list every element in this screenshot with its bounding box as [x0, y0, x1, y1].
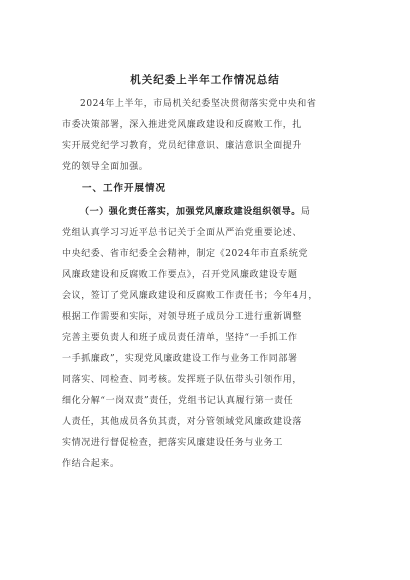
intro-line: 党的领导全面加强。: [62, 162, 149, 172]
body-line: 作结合起来。: [62, 459, 120, 469]
body-line: 党组认真学习习近平总书记关于全面从严治党重要论述、: [62, 228, 303, 238]
intro-line: 实开展党纪学习教育，党员纪律意识、廉洁意识全面提升: [62, 141, 303, 151]
body-line: 细化分解“一岗双责”责任，党组书记认真履行第一责任: [62, 396, 294, 406]
subsection-paragraph: [62, 202, 354, 475]
subsection-first-line-rest: 局: [300, 207, 311, 217]
body-line: 同落实、同检查、同考核。发挥班子队伍带头引领作用，: [62, 375, 303, 385]
intro-paragraph: [62, 94, 354, 178]
body-line: 人责任，其他成员各负其责，对分管领域党风廉政建设落: [62, 417, 303, 427]
body-line: 中央纪委、省市纪委全会精神，制定《2024年市直系统党: [62, 249, 309, 259]
body-line: 实情况进行督促检查，把落实风廉建设任务与业务工: [62, 438, 283, 448]
body-line: 会议，签订了党风廉政建设和反腐败工作责任书；今年4月，: [62, 291, 318, 301]
body-line: 风廉政建设和反腐败工作要点》，召开党风廉政建设专题: [62, 270, 298, 280]
body-line: 根据工作需要和实际，对领导班子成员分工进行重新调整: [62, 312, 303, 322]
section-heading: 一、工作开展情况: [82, 183, 167, 194]
subsection-first-line: [62, 202, 354, 223]
subsection-heading: （一）强化责任落实，加强党风廉政建设组织领导。: [80, 207, 301, 217]
intro-line: 2024年上半年，市局机关纪委坚决贯彻落实党中央和省: [80, 99, 317, 109]
body-line: 完善主要负责人和班子成员责任清单，坚持“一手抓工作: [62, 333, 298, 343]
document-title: 机关纪委上半年工作情况总结: [130, 74, 280, 86]
body-line: 一手抓廉政”，实现党风廉政建设工作与业务工作同部署: [62, 354, 298, 364]
intro-line: 市委决策部署，深入推进党风廉政建设和反腐败工作，扎: [62, 120, 303, 130]
